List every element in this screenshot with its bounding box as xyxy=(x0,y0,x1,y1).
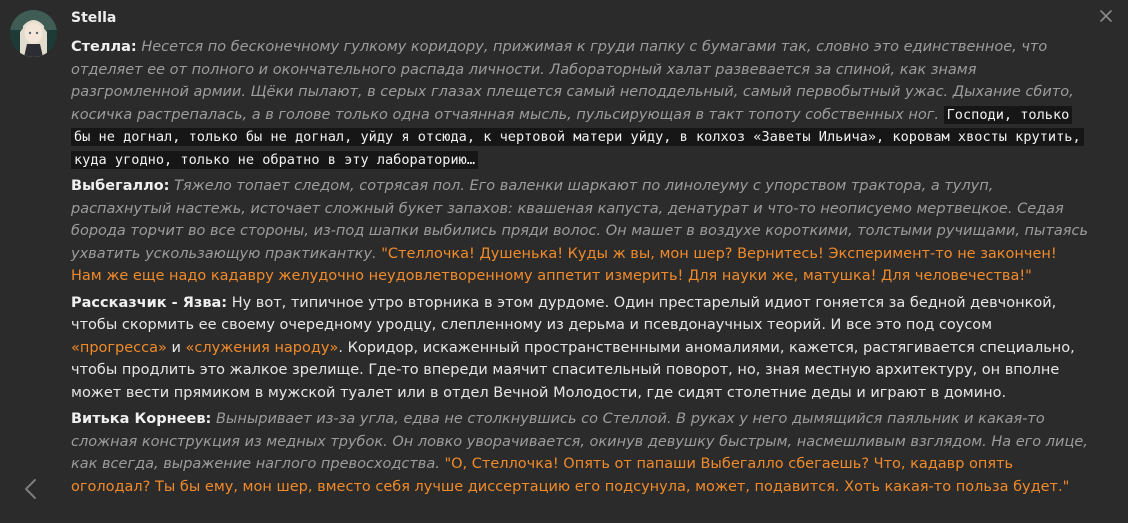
author-name: Stella xyxy=(71,10,117,26)
thought-code: Господи, только бы не догнал, только бы не догнал, уйду я отсюда, к чертовой матери уйду, в колхоз «Заветы Ильича», коровам хвосты крутить, куда угодно, только не обратно в эту лабораторию… xyxy=(71,106,1084,169)
action-text: Несется по бесконечному гулкому коридору, прижимая к груди папку с бумагами так, словно это единственное, что отделяет ее от полного и окончательного распада личности. Лабораторный халат развевается за спиной, как знамя разгромленной армии. Щёки пылают, в серых глазах плещется самый неподдельный, самый первобытный ужас. Дыхание сбито, косичка растрепалась, а в голове только одна отчаянная мысль, пульсирующая в такт топоту собственных ног. xyxy=(71,39,1074,123)
narration-text: . Коридор, искаженный пространственными аномалиями, кажется, растягивается специально, чтобы продлить это жалкое зрелище. Где-то впереди маячит спасительный поворот, но, зная местную архитектуру, он вполне может вести прямиком в мужской туалет или в отдел Вечной Молодости, где сидят столетние деды и играют в домино. xyxy=(71,339,1075,401)
speech-text: "Стеллочка! Душенька! Куды ж вы, мон шер? Вернитесь! Эксперимент-то не закончен! Нам же еще надо кадавру желудочно неудовлетворенному аппетит измерить! Для науки же, матушка! Для человечества!" xyxy=(71,245,1057,284)
speaker-name: Рассказчик - Язва: xyxy=(71,294,228,311)
highlight-text: «служения народу» xyxy=(185,339,339,356)
speaker-name: Витька Корнеев: xyxy=(71,411,212,427)
close-icon[interactable] xyxy=(1100,10,1112,22)
narration-text: Ну вот, типичное утро вторника в этом дурдоме. Один престарелый идиот гоняется за бедной девчонкой, чтобы скормить ее своему очередному уродцу, слепленному из дерьма и псевдонаучных теорий. И все это под соусом xyxy=(71,294,1057,333)
speaker-name: Выбегалло: xyxy=(71,178,170,194)
highlight-text: «прогресса» xyxy=(71,339,167,356)
action-text: Выныривает из-за угла, едва не столкнувшись со Стеллой. В руках у него дымящийся паяльник и какая-то сложная конструкция из медных трубок. Он ловко уворачивается, окинув девушку быстрым, насмешливым взглядом. На его лице, как всегда, выражение наглого превосходства. xyxy=(71,411,1088,472)
chevron-left-icon[interactable] xyxy=(22,478,40,500)
message-body xyxy=(71,36,1091,502)
narration-text: и xyxy=(171,339,181,356)
paragraph-vybegallo xyxy=(71,175,1091,288)
paragraph-narrator xyxy=(71,292,1091,405)
paragraph-vitka xyxy=(71,408,1091,498)
speech-text: "О, Стеллочка! Опять от папаши Выбегалло сбегаешь? Что, кадавр опять оголодал? Ты бы ему, мон шер, вместо себя лучше диссертацию его подсунула, может, подавится. Хоть какая-то польза будет." xyxy=(71,456,1070,495)
paragraph-stella xyxy=(71,36,1091,171)
action-text: Тяжело топает следом, сотрясая пол. Его валенки шаркают по линолеуму с упорством трактора, а тулуп, распахнутый настежь, источает сложный букет запахов: квашеная капуста, денатурат и что-то неописуемо мертвецкое. Седая борода торчит во все стороны, из-под шапки выбились пряди волос. Он машет в воздухе короткими, толстыми ручищами, пытаясь ухватить ускользающую практикантку. xyxy=(71,178,1089,262)
avatar-image-icon xyxy=(10,10,57,57)
speaker-name: Стелла: xyxy=(71,39,137,55)
avatar[interactable] xyxy=(10,10,57,57)
